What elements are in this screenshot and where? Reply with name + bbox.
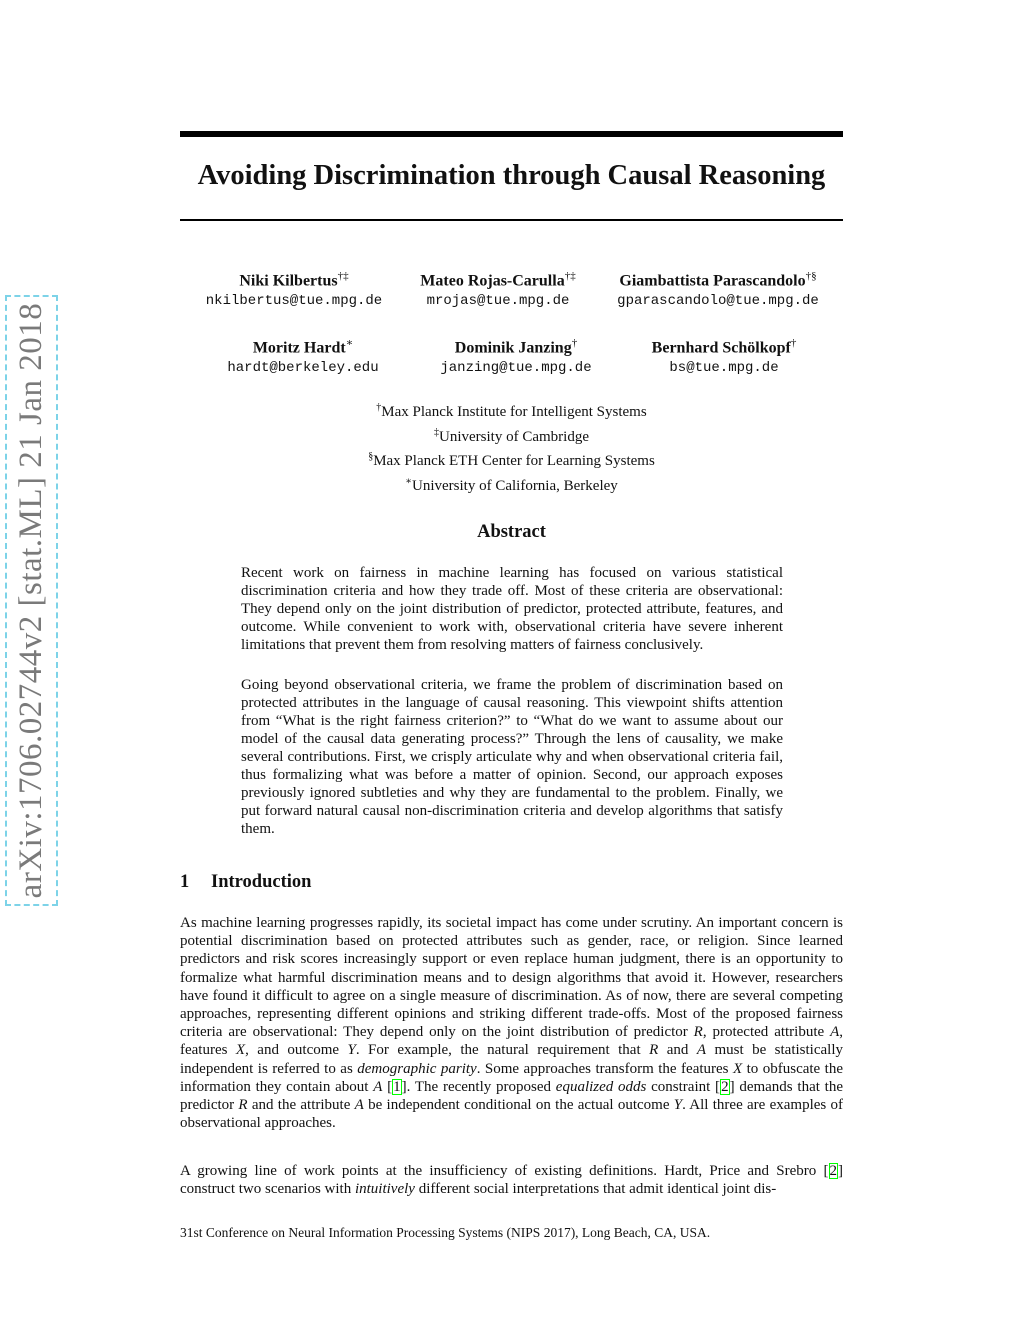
citation-link-2[interactable]: 2 — [721, 1078, 729, 1095]
intro-paragraph-2: A growing line of work points at the insufficiency of existing definitions. Hardt, Price and Srebro [2] construct two scenarios with intuitively different social interpretations that admit identical joint dis- — [180, 1163, 843, 1198]
title-top-rule — [180, 131, 843, 137]
conference-footnote: 31st Conference on Neural Information Processing Systems (NIPS 2017), Long Beach, CA, USA. — [180, 1225, 711, 1240]
author-name: Bernhard Schölkopf — [651, 339, 791, 357]
affiliation-name: Max Planck Institute for Intelligent Systems — [381, 404, 647, 420]
arxiv-stamp — [5, 295, 58, 906]
affiliation — [180, 398, 843, 423]
intro-paragraph-1: As machine learning progresses rapidly, its societal impact has come under scrutiny. An important concern is potential discrimination based on protected attributes such as gender, race, or religion. Since learned predictors and risk scores increasingly support or even replace human judgment, there is an opportunity to formalize what harmful discrimination means and to design algorithms that avoid it. However, researchers have found it difficult to agree on a single measure of discrimination. As of now, there are several competing approaches, representing different opinions and striking different trade-offs. Most of the proposed fairness criteria are observational: They depend only on the joint distribution of predictor R, protected attribute A, features X, and outcome Y. For example, the natural requirement that R and A must be statistically independent is referred to as demographic parity. Some approaches transform the features X to obfuscate the information they contain about A [1]. The recently proposed equalized odds constraint [2] demands that the predictor R and the attribute A be independent conditional on the actual outcome Y. All three are examples of observational approaches. — [180, 915, 844, 1132]
affiliation-mark: ‡ — [434, 426, 439, 438]
author-marks: †‡ — [337, 270, 349, 282]
affiliation-mark: ∗ — [405, 475, 412, 487]
author-name: Mateo Rojas-Carulla — [420, 272, 565, 290]
author-name: Niki Kilbertus — [239, 272, 338, 290]
author-email[interactable]: hardt@berkeley.edu — [227, 360, 379, 377]
affiliation — [180, 423, 843, 448]
affiliation — [180, 447, 843, 472]
affiliation-mark: § — [368, 451, 374, 462]
author-marks: † — [790, 337, 797, 349]
author-3 — [588, 266, 848, 311]
abstract-paragraph-2: Going beyond observational criteria, we frame the problem of discrimination based on protected attributes in the language of causal reasoning. This viewpoint shifts attention from “What is the right fairness criterion?” to “What do we want to assume about our model of the causal data generating process?” Through the lens of causality, we make several contributions. First, we crisply articulate why and when observational criteria fail, thus formalizing what was before a matter of opinion. Second, our approach exposes previously ignored subtleties and why they are fundamental to the problem. Finally, we put forward natural causal non-discrimination criteria and develop algorithms that satisfy them. — [241, 677, 783, 837]
section-title: Introduction — [211, 872, 312, 892]
author-name: Moritz Hardt — [252, 339, 346, 357]
abstract-paragraph-1: Recent work on fairness in machine learning has focused on various statistical discrimination criteria and how they trade off. Most of these criteria are observational: They depend only on the joint distribution of predictor, protected attribute, features, and outcome. While convenient to work with, observational criteria have severe inherent limitations that prevent them from resolving matters of fairness conclusively. — [241, 565, 783, 653]
author-marks: † — [571, 337, 578, 349]
affiliation-name: Max Planck ETH Center for Learning Systems — [373, 453, 655, 469]
author-email[interactable]: mrojas@tue.mpg.de — [426, 293, 570, 310]
author-email[interactable]: gparascandolo@tue.mpg.de — [617, 293, 819, 310]
author-email[interactable]: nkilbertus@tue.mpg.de — [205, 293, 383, 310]
arxiv-id: arXiv:1706.02744v2 [stat.ML] 21 Jan 2018 — [13, 302, 49, 899]
author-marks: †§ — [805, 270, 817, 282]
citation-link-2[interactable]: 2 — [829, 1163, 837, 1179]
author-email[interactable]: bs@tue.mpg.de — [669, 360, 779, 377]
author-marks: †‡ — [564, 270, 576, 282]
section-heading-introduction — [180, 872, 311, 893]
title-bottom-rule — [180, 219, 843, 221]
author-6 — [594, 333, 854, 378]
author-name: Giambattista Parascandolo — [619, 272, 806, 290]
author-name: Dominik Janzing — [454, 339, 572, 357]
affiliation-name: University of California, Berkeley — [412, 477, 618, 494]
author-email[interactable]: janzing@tue.mpg.de — [440, 360, 592, 377]
citation-link-1[interactable]: 1 — [393, 1078, 401, 1095]
term-equalized-odds: equalized odds — [555, 1078, 647, 1095]
affiliation-mark: † — [376, 402, 382, 413]
affiliation — [180, 472, 843, 497]
term-intuitively: intuitively — [354, 1181, 415, 1198]
paper-title: Avoiding Discrimination through Causal Reasoning — [197, 160, 826, 191]
author-marks: ∗ — [345, 337, 354, 349]
section-number: 1 — [180, 872, 190, 892]
abstract-heading: Abstract — [477, 522, 546, 542]
affiliation-name: University of Cambridge — [439, 428, 589, 445]
term-demographic-parity: demographic parity — [357, 1060, 477, 1077]
affiliations — [180, 398, 843, 496]
